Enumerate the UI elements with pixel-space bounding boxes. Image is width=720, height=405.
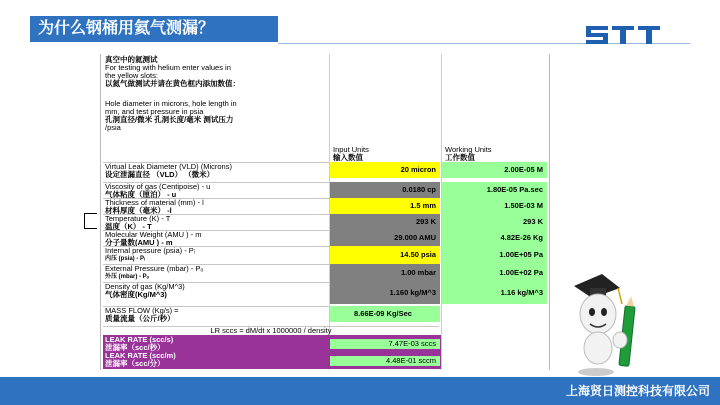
row-label <box>103 214 329 230</box>
mass-flow-label <box>103 306 329 322</box>
working-cell: 2.00E-05 M <box>442 162 547 178</box>
row-label-en: External Pressure (mbar) - Pₒ <box>105 264 204 273</box>
row-label <box>103 264 329 282</box>
footer-bar <box>0 377 720 405</box>
slide-title: 为什么钢桶用氦气测漏？ <box>30 16 278 42</box>
working-units-cn-label: 工作数值 <box>445 153 475 162</box>
input-cell[interactable]: 1.5 mm <box>330 198 440 214</box>
row-label-en: Molecular Weight (AMU ) - m <box>105 230 202 239</box>
intro-en-5: /psia <box>105 123 121 132</box>
row-label-en: Thickness of material (mm) - l <box>105 198 204 207</box>
row-label-en: Virtual Leak Diameter (VLD) (Microns) <box>105 162 232 171</box>
input-units-header <box>333 146 439 162</box>
working-cell: 1.50E-03 M <box>442 198 547 214</box>
intro-en-4: mm, and test pressure in psia <box>105 107 204 116</box>
intro-en-3: Hole diameter in microns, hole length in <box>105 99 237 108</box>
row-label-en: Temperature (K) - T <box>105 214 171 223</box>
working-units-label: Working Units <box>445 145 492 154</box>
intro-text-2 <box>105 100 329 132</box>
intro-en-2: the yellow slots: <box>105 71 158 80</box>
leak-rate-sccm-label <box>105 352 329 368</box>
company-name: 上海贤日测控科技有限公司 <box>565 384 710 398</box>
working-cell: 1.80E-05 Pa.sec <box>442 182 547 198</box>
row-label-cn: 温度（K） - T <box>105 222 152 231</box>
intro-text <box>105 56 329 88</box>
leak-rate-sccs-value: 7.47E-03 sccs <box>330 339 440 349</box>
row-label-en: Density of gas (Kg/M^3) <box>105 282 185 291</box>
row-label <box>103 182 329 198</box>
input-cell[interactable]: 1.00 mbar <box>330 264 440 282</box>
input-cell[interactable]: 1.160 kg/M^3 <box>330 282 440 304</box>
row-label <box>103 198 329 214</box>
input-units-label: Input Units <box>333 145 369 154</box>
row-label-cn: 设定泄漏直径 （VLD） （微米） <box>105 170 215 179</box>
leak-rate-sccs-cn: 泄漏率（scc/秒） <box>105 343 165 352</box>
working-units-header <box>445 146 545 162</box>
row-label-cn: 材料厚度（毫米） -l <box>105 206 172 215</box>
working-cell: 1.00E+02 Pa <box>442 264 547 282</box>
leak-rate-sccm-value: 4.48E-01 sccm <box>330 356 440 366</box>
working-cell: 4.82E-26 Kg <box>442 230 547 246</box>
working-cell: 1.00E+05 Pa <box>442 246 547 264</box>
row-label-en: Internal pressure (psia) - Pᵢ <box>105 246 195 255</box>
row-label-cn: 气体密度(Kg/M^3) <box>105 290 167 299</box>
input-cell[interactable]: 29.000 AMU <box>330 230 440 246</box>
input-cell[interactable]: 20 micron <box>330 162 440 178</box>
input-cell[interactable]: 14.50 psia <box>330 246 440 264</box>
working-cell: 293 K <box>442 214 547 230</box>
leak-rate-sccm-cn: 泄漏率（scc/分） <box>105 359 165 368</box>
row-label <box>103 230 329 246</box>
input-cell[interactable]: 0.0180 cp <box>330 182 440 198</box>
company-logo <box>586 26 662 44</box>
working-cell: 1.16 kg/M^3 <box>442 282 547 304</box>
leak-rate-sccs-en: LEAK RATE (scc/s) <box>105 335 174 344</box>
row-label <box>103 246 329 264</box>
intro-cn-2: 以氦气做测试并请在黄色框内添加数值： <box>105 79 240 88</box>
leak-calculation-sheet <box>100 54 550 370</box>
graduate-mascot-with-pencil-illustration <box>562 266 684 376</box>
leak-rate-sccm-en: LEAK RATE (scc/m) <box>105 351 176 360</box>
mass-flow-label-en: MASS FLOW (Kg/s) = <box>105 306 179 315</box>
bracket-marker <box>84 213 97 229</box>
row-label <box>103 282 329 300</box>
intro-cn-1: 真空中的氦测试 <box>105 55 158 64</box>
row-label-cn: 内压 (psia) - Pᵢ <box>105 256 145 262</box>
row-label <box>103 162 329 178</box>
leak-rate-sccs-label <box>105 336 329 352</box>
intro-en-1: For testing with helium enter values in <box>105 63 231 72</box>
row-label-cn: 外压 (mbar) - Pₒ <box>105 274 150 280</box>
intro-cn-3: 孔洞直径/微米 孔洞长度/毫米 测试压力 <box>105 115 234 124</box>
row-label-cn: 气体粘度（厘泊） - u <box>105 190 177 199</box>
input-units-cn-label: 输入数值 <box>333 153 363 162</box>
formula-text: LR sccs = dM/dt x 1000000 / density <box>103 326 439 335</box>
row-label-cn: 分子量数(AMU ) - m <box>105 238 173 247</box>
mass-flow-value: 8.66E-09 Kg/Sec <box>330 306 440 322</box>
row-label-en: Viscosity of gas (Centipoise) - u <box>105 182 211 191</box>
input-cell[interactable]: 293 K <box>330 214 440 230</box>
mass-flow-label-cn: 质量流量（公斤/秒） <box>105 314 175 323</box>
